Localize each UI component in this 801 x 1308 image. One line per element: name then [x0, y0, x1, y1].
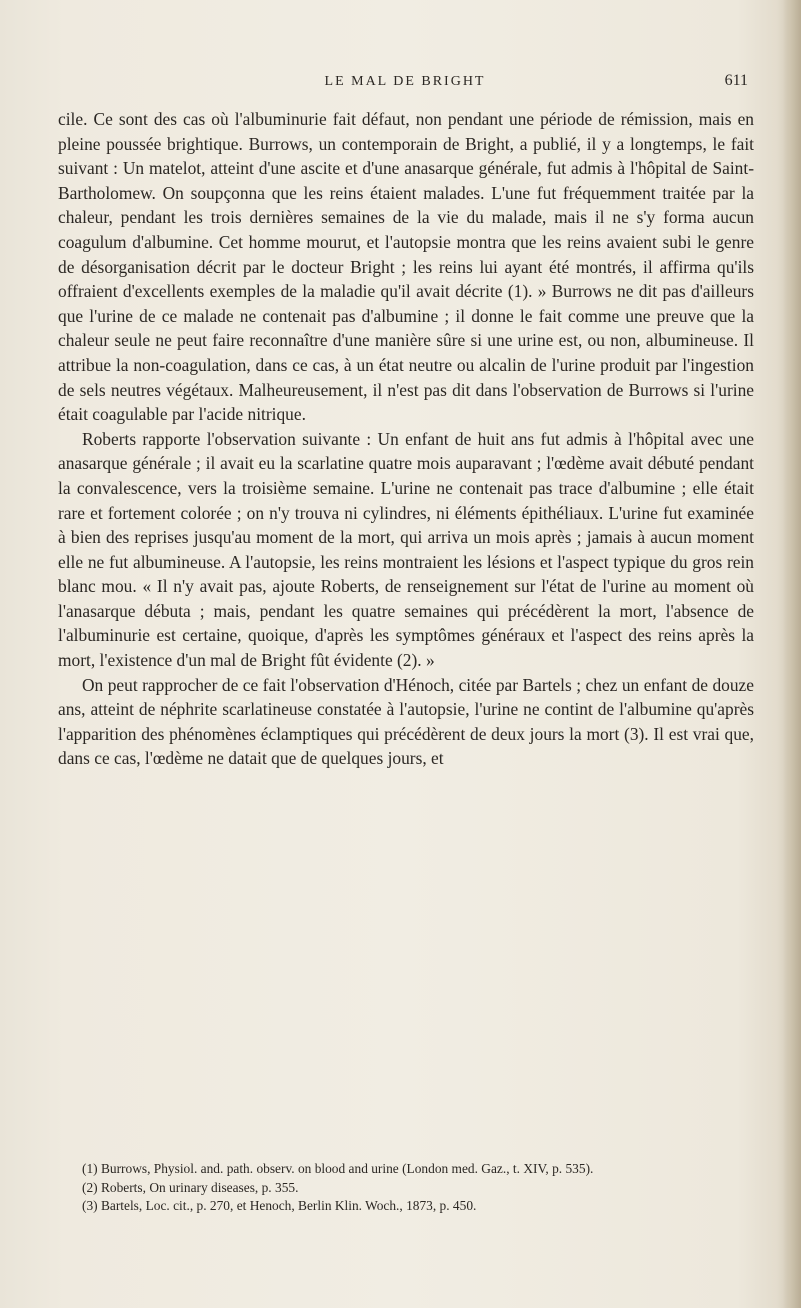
paragraph-burrows: cile. Ce sont des cas où l'albuminurie fait défaut, non pendant une période de rémission, mais en pleine poussée brightique. Burrows, un contemporain de Bright, a publié, il y a longtemps, le fait suivant : Un matelot, atteint d'une ascite et d'une anasarque générale, fut admis à l'hôpital de Saint-Bartholomew. On soupçonna que les reins étaient malades. L'une fut fréquemment traitée par la chaleur, pendant les trois dernières semaines de la vie du malade, mais il ne s'y forma aucun coagulum d'albumine. Cet homme mourut, et l'autopsie montra que les reins avaient subi le genre de désorganisation décrit par le docteur Bright ; les reins lui ayant été montrés, il affirma qu'ils offraient d'excellents exemples de la maladie qu'il avait décrite (1). » Burrows ne dit pas d'ailleurs que l'urine de ce malade ne contenait pas d'albumine ; il donne le fait comme une preuve que la chaleur seule ne peut faire reconnaître d'une manière sûre si une urine est, ou non, albumineuse. Il attribue la non-coagulation, dans ce cas, à un état neutre ou alcalin de l'urine produit par l'ingestion de sels neutres végétaux. Malheureusement, il n'est pas dit dans l'observation de Burrows si l'urine était coagulable par l'acide nitrique. [58, 109, 754, 425]
page-number: 611 [724, 72, 748, 89]
footnote-2: (2) Roberts, On urinary diseases, p. 355. [82, 1179, 299, 1195]
body-text [58, 107, 754, 771]
page-edge-shadow [783, 0, 801, 1308]
running-title: LE MAL DE BRIGHT [324, 74, 486, 89]
running-head [56, 74, 754, 100]
footnotes [58, 1160, 754, 1216]
paragraph-roberts: Roberts rapporte l'observation suivante : Un enfant de huit ans fut admis à l'hôpital avec une anasarque générale ; il avait eu la scarlatine quatre mois auparavant ; l'œdème avait débuté pendant la convalescence, vers la troisième semaine. L'urine ne contenait pas trace d'albumine ; elle était rare et fortement colorée ; on n'y trouva ni cylindres, ni éléments épithéliaux. L'urine fut examinée à bien des reprises jusqu'au moment de la mort, qui arriva un mois après ; jamais à aucun moment elle ne fut albumineuse. A l'autopsie, les reins montraient les lésions et l'aspect typique du gros rein blanc mou. « Il n'y avait pas, ajoute Roberts, de renseignement sur l'état de l'urine au moment où l'anasarque débuta ; mais, pendant les quatre semaines qui précédèrent la mort, l'absence de l'albuminurie est certaine, quoique, d'après les symptômes généraux et l'aspect des reins après la mort, l'existence d'un mal de Bright fût évidente (2). » [58, 428, 754, 671]
footnote-3: (3) Bartels, Loc. cit., p. 270, et Henoch, Berlin Klin. Woch., 1873, p. 450. [82, 1198, 477, 1214]
paragraph-henoch: On peut rapprocher de ce fait l'observation d'Hénoch, citée par Bartels ; chez un enfant de douze ans, atteint de néphrite scarlatineuse constatée à l'autopsie, l'urine ne contint de l'albumine qu'après l'apparition des phénomènes éclamptiques qui précédèrent de deux jours la mort (3). Il est vrai que, dans ce cas, l'œdème ne datait que de quelques jours, et [58, 674, 754, 769]
footnote-1: (1) Burrows, Physiol. and. path. observ. on blood and urine (London med. Gaz., t. XIV, p. 535). [82, 1161, 594, 1176]
